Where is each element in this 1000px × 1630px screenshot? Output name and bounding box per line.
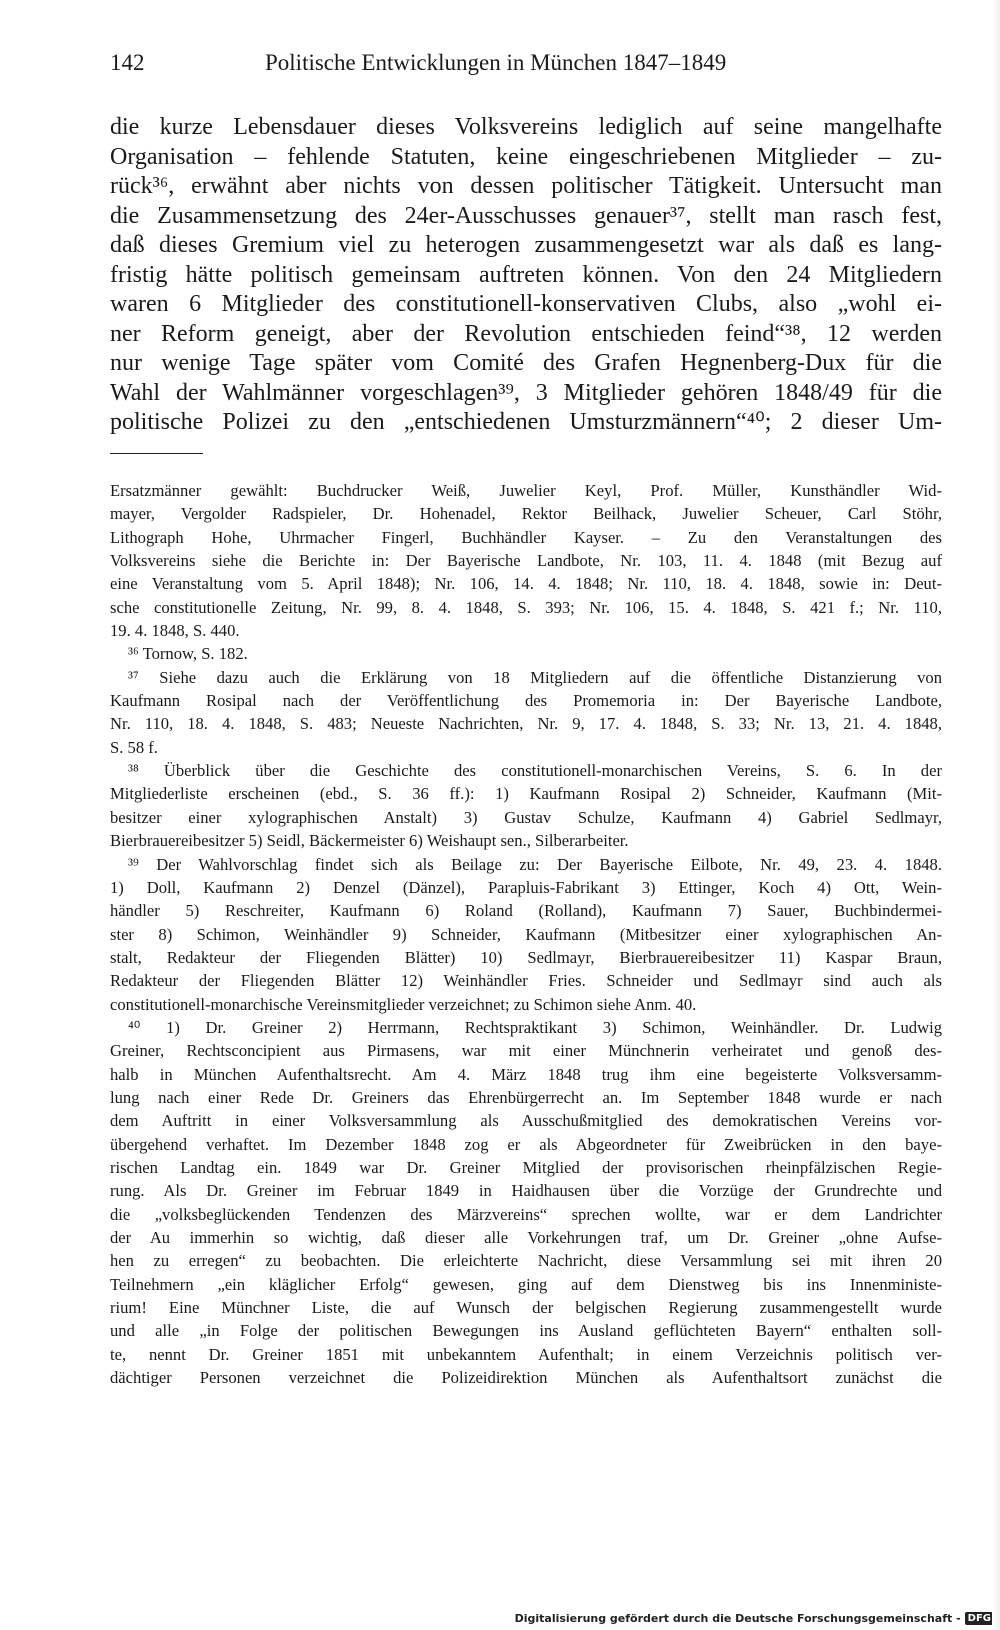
body-text-line: ner Reform geneigt, aber der Revolution entschieden feind“³⁸, 12 werden xyxy=(110,320,942,347)
footnote-line: der Au immerhin so wichtig, daß dieser alle Vorkehrungen traf, um Dr. Greiner „ohne Aufse- xyxy=(110,1228,942,1247)
footnote-line: übergehend verhaftet. Im Dezember 1848 zog er als Abgeordneter für Zweibrücken in den baye- xyxy=(110,1134,942,1154)
footnote-line: händler 5) Reschreiter, Kaufmann 6) Roland (Rolland), Kaufmann 7) Sauer, Buchbindermei- xyxy=(110,901,942,921)
footnote-line: ster 8) Schimon, Weinhändler 9) Schneider, Kaufmann (Mitbesitzer einer xylographischen An- xyxy=(110,924,942,944)
footnote-line: lung nach einer Rede Dr. Greiners das Ehrenbürgerrecht an. Im September 1848 wurde er nach xyxy=(110,1087,942,1107)
footnote-line: Mitgliederliste erscheinen (ebd., S. 36 ff.): 1) Kaufmann Rosipal 2) Schneider, Kaufmann (Mit- xyxy=(110,784,942,804)
footnote-separator-rule xyxy=(110,453,203,454)
body-text-line: die kurze Lebensdauer dieses Volksvereins lediglich auf seine mangelhafte xyxy=(110,114,942,140)
footnote-line: Lithograph Hohe, Uhrmacher Fingerl, Buchhändler Kayser. – Zu den Veranstaltungen des xyxy=(110,527,942,547)
dfg-logo-icon: DFG xyxy=(965,1612,994,1625)
body-text-line: Organisation – fehlende Statuten, keine eingeschriebenen Mitglieder – zu- xyxy=(110,143,942,170)
footnote-line: Bierbrauereibesitzer 5) Seidl, Bäckermeister 6) Weishaupt sen., Silberarbeiter. xyxy=(110,831,629,851)
footnote-line: die „volksbeglückenden Tendenzen des Märzvereins“ sprechen wollte, war er dem Landrichter xyxy=(110,1204,942,1224)
running-title: Politische Entwicklungen in München 1847–1849 xyxy=(265,50,727,75)
footnote-line: rium! Eine Münchner Liste, die auf Wunsch der belgischen Regierung zusammengestellt wurde xyxy=(110,1298,942,1318)
body-text-line: fristig hätte politisch gemeinsam auftreten können. Von den 24 Mitgliedern xyxy=(110,261,942,288)
footnote-line: te, nennt Dr. Greiner 1851 mit unbekanntem Aufenthalt; in einem Verzeichnis politisch ver- xyxy=(110,1344,942,1364)
body-text-line: nur wenige Tage später vom Comité des Grafen Hegnenberg-Dux für die xyxy=(110,350,942,376)
footnote-line: eine Veranstaltung vom 5. April 1848); Nr. 106, 14. 4. 1848; Nr. 110, 18. 4. 1848, sowie in: Deut- xyxy=(110,574,942,594)
body-text-line: politische Polizei zu den „entschiedenen Umsturzmännern“⁴⁰; 2 dieser Um- xyxy=(110,409,942,435)
footnote-line: und alle „in Folge der politischen Bewegungen ins Ausland geflüchteten Bayern“ enthalten soll- xyxy=(110,1321,942,1341)
credit-text: Digitalisierung gefördert durch die Deutsche Forschungsgemeinschaft - xyxy=(514,1611,961,1625)
body-text-line: rück³⁶, erwähnt aber nichts von dessen politischer Tätigkeit. Untersucht man xyxy=(110,173,942,199)
footnote-line: sche constitutionelle Zeitung, Nr. 99, 8. 4. 1848, S. 393; Nr. 106, 15. 4. 1848, S. 421 f.; Nr. 110, xyxy=(110,597,942,617)
footnote-line: halb in München Aufenthaltsrecht. Am 4. März 1848 trug ihm eine begeisterte Volksversamm- xyxy=(110,1064,942,1084)
footnote-line: ³⁸ Überblick über die Geschichte des constitutionell-monarchischen Vereins, S. 6. In der xyxy=(128,761,942,781)
footnote-line: Nr. 110, 18. 4. 1848, S. 483; Neueste Nachrichten, Nr. 9, 17. 4. 1848, S. 33; Nr. 13, 21. 4. 1848, xyxy=(110,714,942,734)
footnote-line: Teilnehmern „ein kläglicher Erfolg“ gewesen, ging auf dem Dienstweg bis ins Innenministe- xyxy=(110,1274,942,1294)
footnote-line: ³⁶ Tornow, S. 182. xyxy=(128,644,248,664)
body-text-line: daß dieses Gremium viel zu heterogen zusammengesetzt war als daß es lang- xyxy=(110,232,942,258)
digitization-credit xyxy=(515,1610,994,1626)
footnote-line: S. 58 f. xyxy=(110,737,158,757)
footnote-line: dächtiger Personen verzeichnet die Polizeidirektion München als Aufenthaltsort zunächst die xyxy=(110,1368,942,1388)
footnote-line: 19. 4. 1848, S. 440. xyxy=(110,621,240,641)
footnote-line: rung. Als Dr. Greiner im Februar 1849 in Haidhausen über die Vorzüge der Grundrechte und xyxy=(110,1181,942,1201)
footnote-line: ³⁹ Der Wahlvorschlag findet sich als Beilage zu: Der Bayerische Eilbote, Nr. 49, 23. 4. 1848. xyxy=(128,854,942,874)
footnotes-block xyxy=(110,479,942,1389)
footnote-line: Greiner, Rechtsconcipient aus Pirmasens, war mit einer Münchnerin verheiratet und genoß des- xyxy=(110,1041,942,1061)
footnote-line: besitzer einer xylographischen Anstalt) 3) Gustav Schulze, Kaufmann 4) Gabriel Sedlmayr, xyxy=(110,807,942,827)
footnote-line: ³⁷ Siehe dazu auch die Erklärung von 18 Mitgliedern auf die öffentliche Distanzierung von xyxy=(128,667,942,687)
footnote-line: dem Auftritt in einer Volksversammlung als Ausschußmitglied des demokratischen Vereins vor- xyxy=(110,1111,942,1131)
page-number: 142 xyxy=(110,50,145,75)
body-text-line: Wahl der Wahlmänner vorgeschlagen³⁹, 3 Mitglieder gehören 1848/49 für die xyxy=(110,379,942,406)
footnote-line: Volksvereins siehe die Berichte in: Der Bayerische Landbote, Nr. 103, 11. 4. 1848 (mit Bezug auf xyxy=(110,551,942,571)
footnote-line: stalt, Redakteur der Fliegenden Blätter) 10) Sedlmayr, Bierbrauereibesitzer 11) Kaspar Braun, xyxy=(110,947,942,967)
running-header xyxy=(110,50,950,86)
main-body-text xyxy=(110,113,942,438)
footnote-line: 1) Doll, Kaufmann 2) Denzel (Dänzel), Parapluis-Fabrikant 3) Ettinger, Koch 4) Ott, Wein- xyxy=(110,877,942,897)
footnote-line: Redakteur der Fliegenden Blätter 12) Weinhändler Fries. Schneider und Sedlmayr sind auch als xyxy=(110,971,942,991)
page-edge-shadow xyxy=(992,0,1000,1630)
footnote-line: rischen Landtag ein. 1849 war Dr. Greiner Mitglied der provisorischen rheinpfälzischen Regie- xyxy=(110,1157,942,1177)
footnote-line: Ersatzmänner gewählt: Buchdrucker Weiß, Juwelier Keyl, Prof. Müller, Kunsthändler Wid- xyxy=(110,481,942,500)
body-text-line: die Zusammensetzung des 24er-Ausschusses genauer³⁷, stellt man rasch fest, xyxy=(110,202,942,229)
footnote-line: mayer, Vergolder Radspieler, Dr. Hohenadel, Rektor Beilhack, Juwelier Scheuer, Carl Stöhr, xyxy=(110,504,942,524)
footnote-line: hen zu erregen“ zu beobachten. Die erleichterte Nachricht, diese Versammlung sei mit ihren 20 xyxy=(110,1251,942,1271)
footnote-line: constitutionell-monarchische Vereinsmitglieder verzeichnet; zu Schimon siehe Anm. 40. xyxy=(110,994,697,1014)
footnote-line: ⁴⁰ 1) Dr. Greiner 2) Herrmann, Rechtspraktikant 3) Schimon, Weinhändler. Dr. Ludwig xyxy=(128,1017,942,1037)
body-text-line: waren 6 Mitglieder des constitutionell-konservativen Clubs, also „wohl ei- xyxy=(110,291,942,317)
footnote-line: Kaufmann Rosipal nach der Veröffentlichung des Promemoria in: Der Bayerische Landbote, xyxy=(110,691,942,711)
